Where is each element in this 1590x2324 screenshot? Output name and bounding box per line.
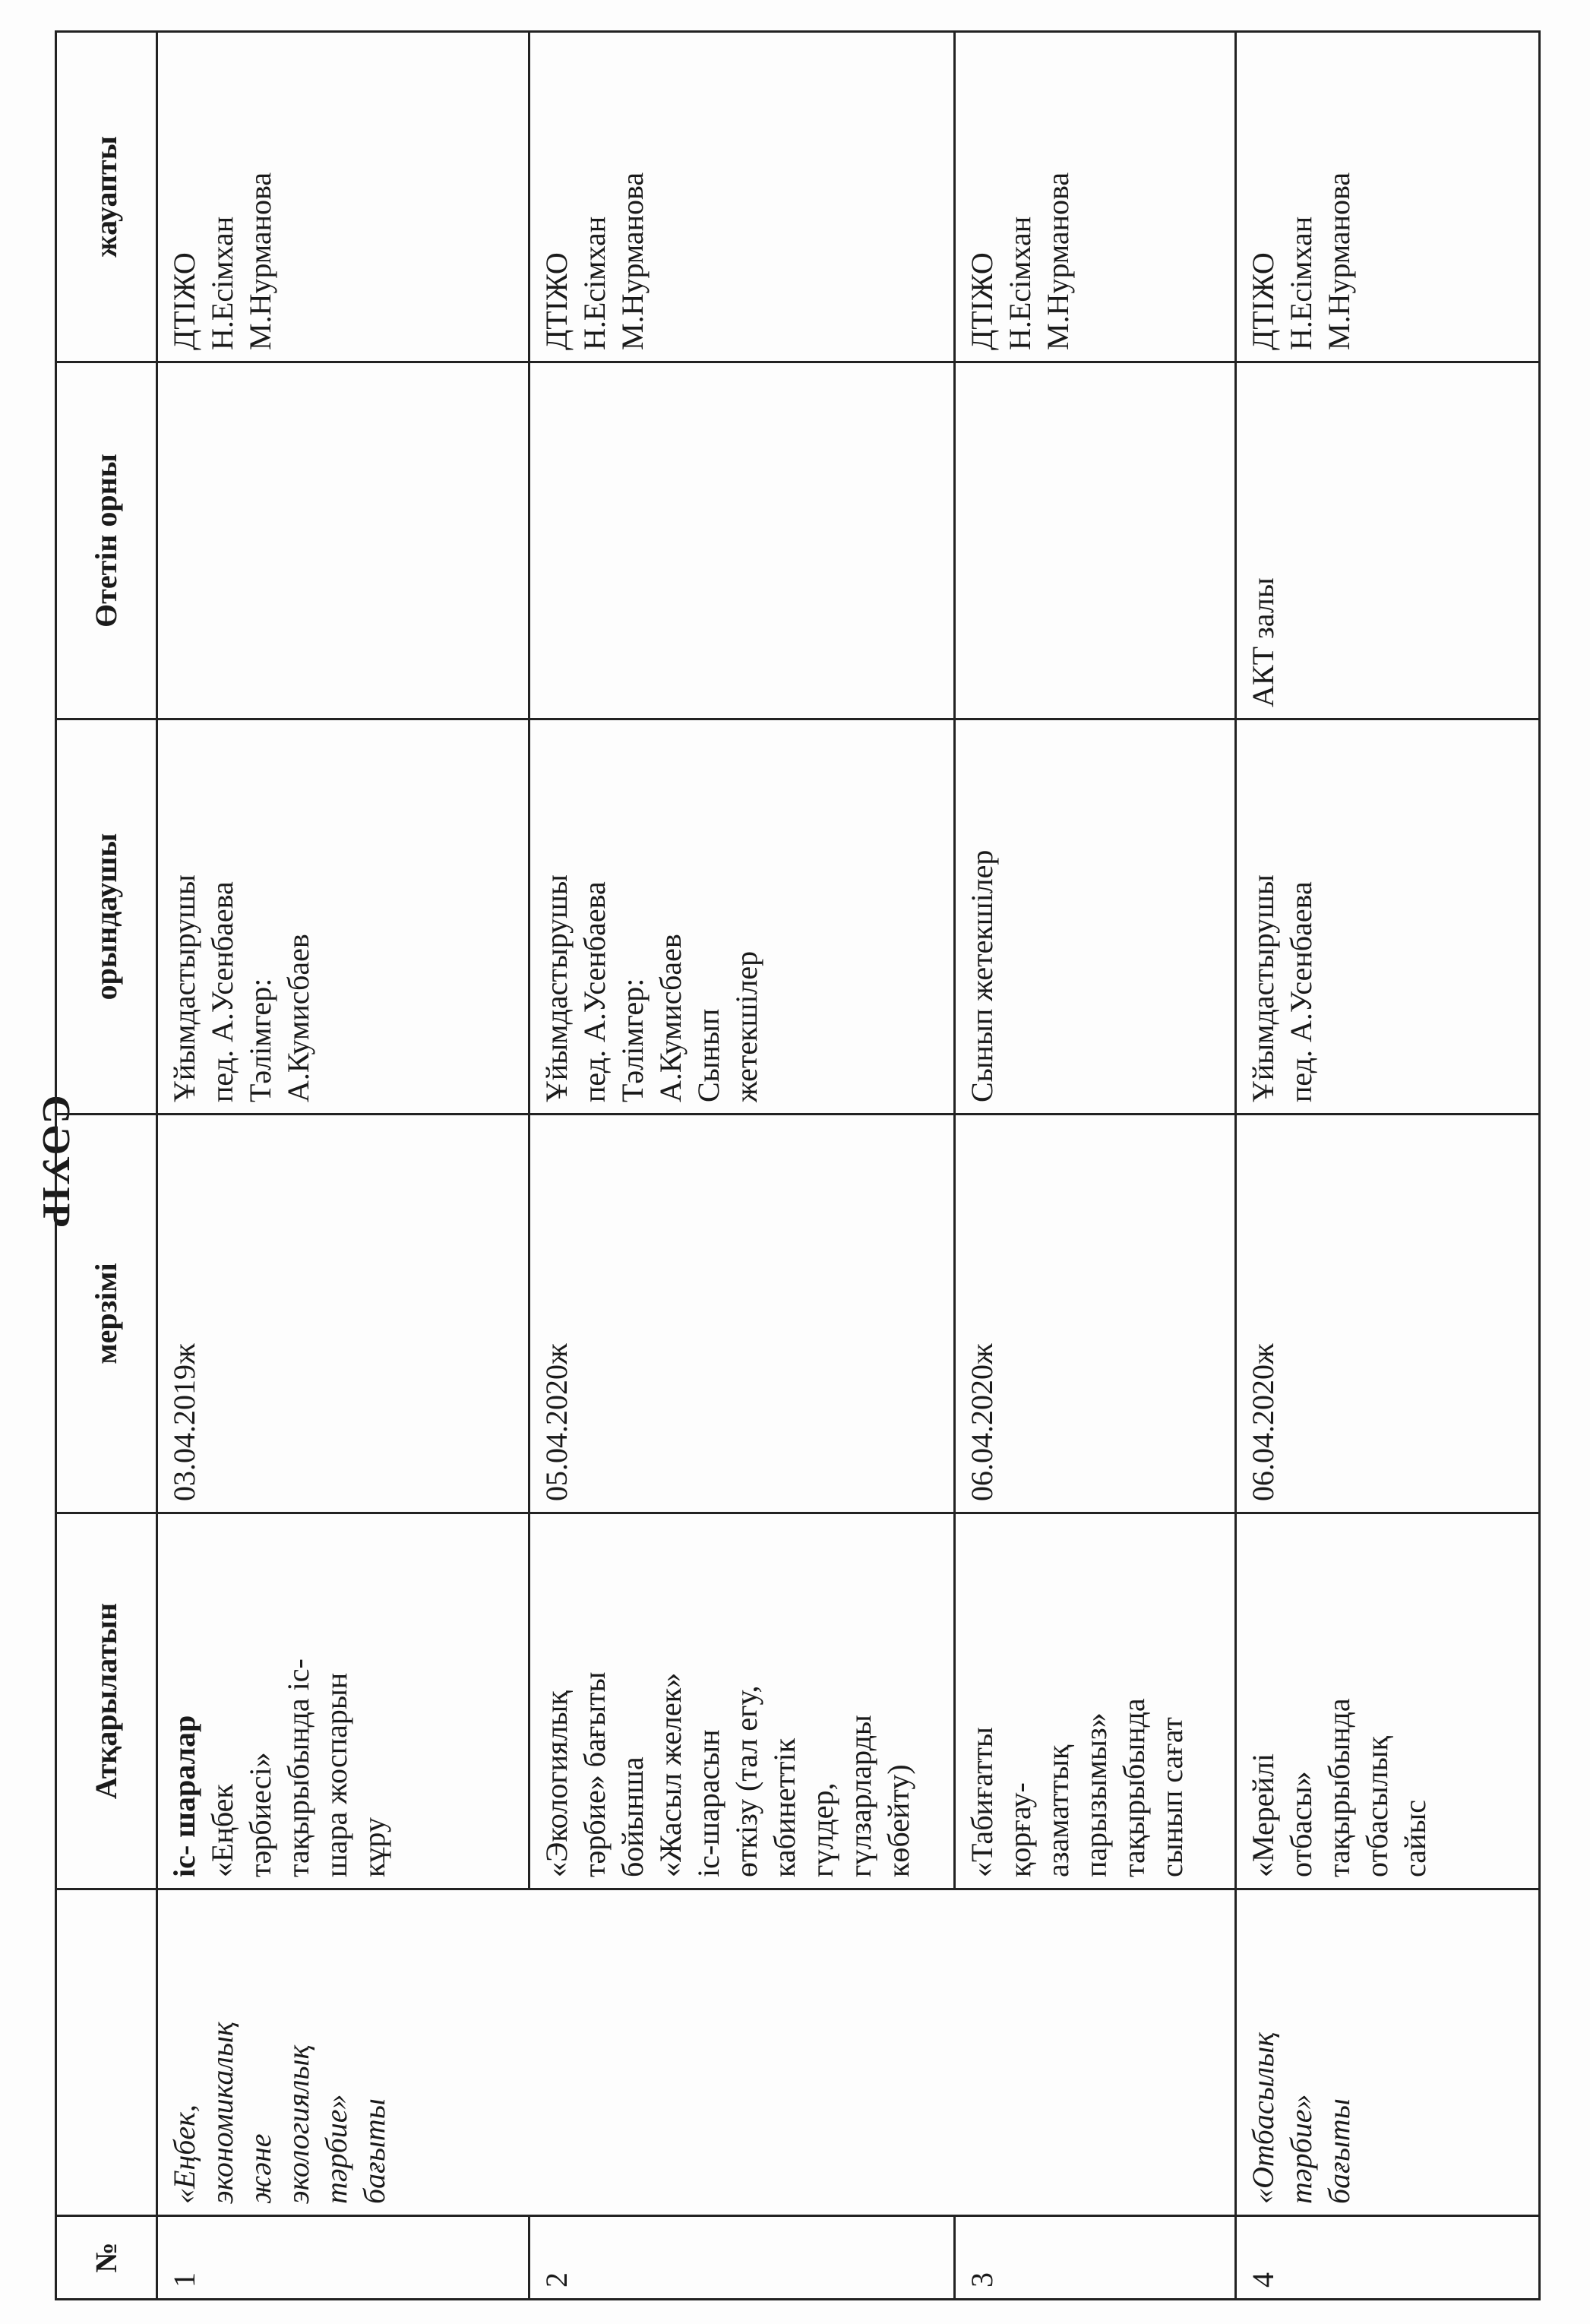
cell-organizer: Ұйымдастырушы пед. А.Усенбаева bbox=[1236, 719, 1540, 1115]
cell-venue bbox=[157, 362, 529, 719]
header-events-label: Атқарылатын bbox=[89, 1602, 123, 1800]
cell-event: «Мерейлі отбасы» тақырыбында отбасылық сайыс bbox=[1236, 1513, 1540, 1889]
cell-organizer: Ұйымдастырушы пед. А.Усенбаева Тәлімгер: А.Кумисбаев Сынып жетекшілер bbox=[529, 719, 955, 1115]
cell-date: 05.04.2020ж bbox=[529, 1115, 955, 1513]
table-row bbox=[1236, 32, 1540, 2300]
event-plan-table bbox=[55, 30, 1541, 2300]
cell-number: 2 bbox=[529, 2216, 955, 2300]
cell-number: 3 bbox=[955, 2216, 1236, 2300]
cell-date: 03.04.2019ж bbox=[157, 1115, 529, 1513]
cell-responsible: ДТІЖО Н.Есімхан М.Нурманова bbox=[955, 32, 1236, 362]
header-events-sub: іс- шаралар bbox=[167, 1715, 201, 1877]
header-events bbox=[56, 1513, 157, 1889]
cell-direction: «Отбасылық тәрбие» бағыты bbox=[1236, 1889, 1540, 2216]
cell-organizer: Ұйымдастырушы пед. А.Усенбаева Тәлімгер: А.Кумисбаев bbox=[157, 719, 529, 1115]
cell-event: «Табиғатты қорғау- азаматтық парызымыз» тақырыбында сынып сағат bbox=[955, 1513, 1236, 1889]
header-venue: Өтетін орны bbox=[56, 362, 157, 719]
page-title: СӘУІР bbox=[34, 1095, 77, 1229]
cell-event-text: «Еңбек тәрбиесі» тақырыбында іс- шара жоспарын кұру bbox=[205, 1658, 391, 1877]
header-responsible: жауапты bbox=[56, 32, 157, 362]
cell-date: 06.04.2020ж bbox=[1236, 1115, 1540, 1513]
cell-direction: «Еңбек, экономикалық және экологиялық тәрбие» бағыты bbox=[157, 1889, 1236, 2216]
header-direction bbox=[56, 1889, 157, 2216]
cell-venue: АКТ залы bbox=[1236, 362, 1540, 719]
cell-responsible: ДТІЖО Н.Есімхан М.Нурманова bbox=[157, 32, 529, 362]
cell-responsible: ДТІЖО Н.Есімхан М.Нурманова bbox=[529, 32, 955, 362]
cell-organizer: Сынып жетекшілер bbox=[955, 719, 1236, 1115]
cell-event: «Экологиялық тәрбие» бағыты бойынша «Жасыл желек» іс-шарасын өткізу (тал егу, кабинеттік гүлдер, гүлзарларды көбейту) bbox=[529, 1513, 955, 1889]
cell-venue bbox=[529, 362, 955, 719]
table-row bbox=[157, 32, 529, 2300]
cell-event bbox=[157, 1513, 529, 1889]
cell-responsible: ДТІЖО Н.Есімхан М.Нурманова bbox=[1236, 32, 1540, 362]
header-date: мерзімі bbox=[56, 1115, 157, 1513]
cell-date: 06.04.2020ж bbox=[955, 1115, 1236, 1513]
cell-number: 1 bbox=[157, 2216, 529, 2300]
header-number: № bbox=[56, 2216, 157, 2300]
cell-venue bbox=[955, 362, 1236, 719]
cell-number: 4 bbox=[1236, 2216, 1540, 2300]
header-organizer: орындаушы bbox=[56, 719, 157, 1115]
table-header-row bbox=[56, 32, 157, 2300]
